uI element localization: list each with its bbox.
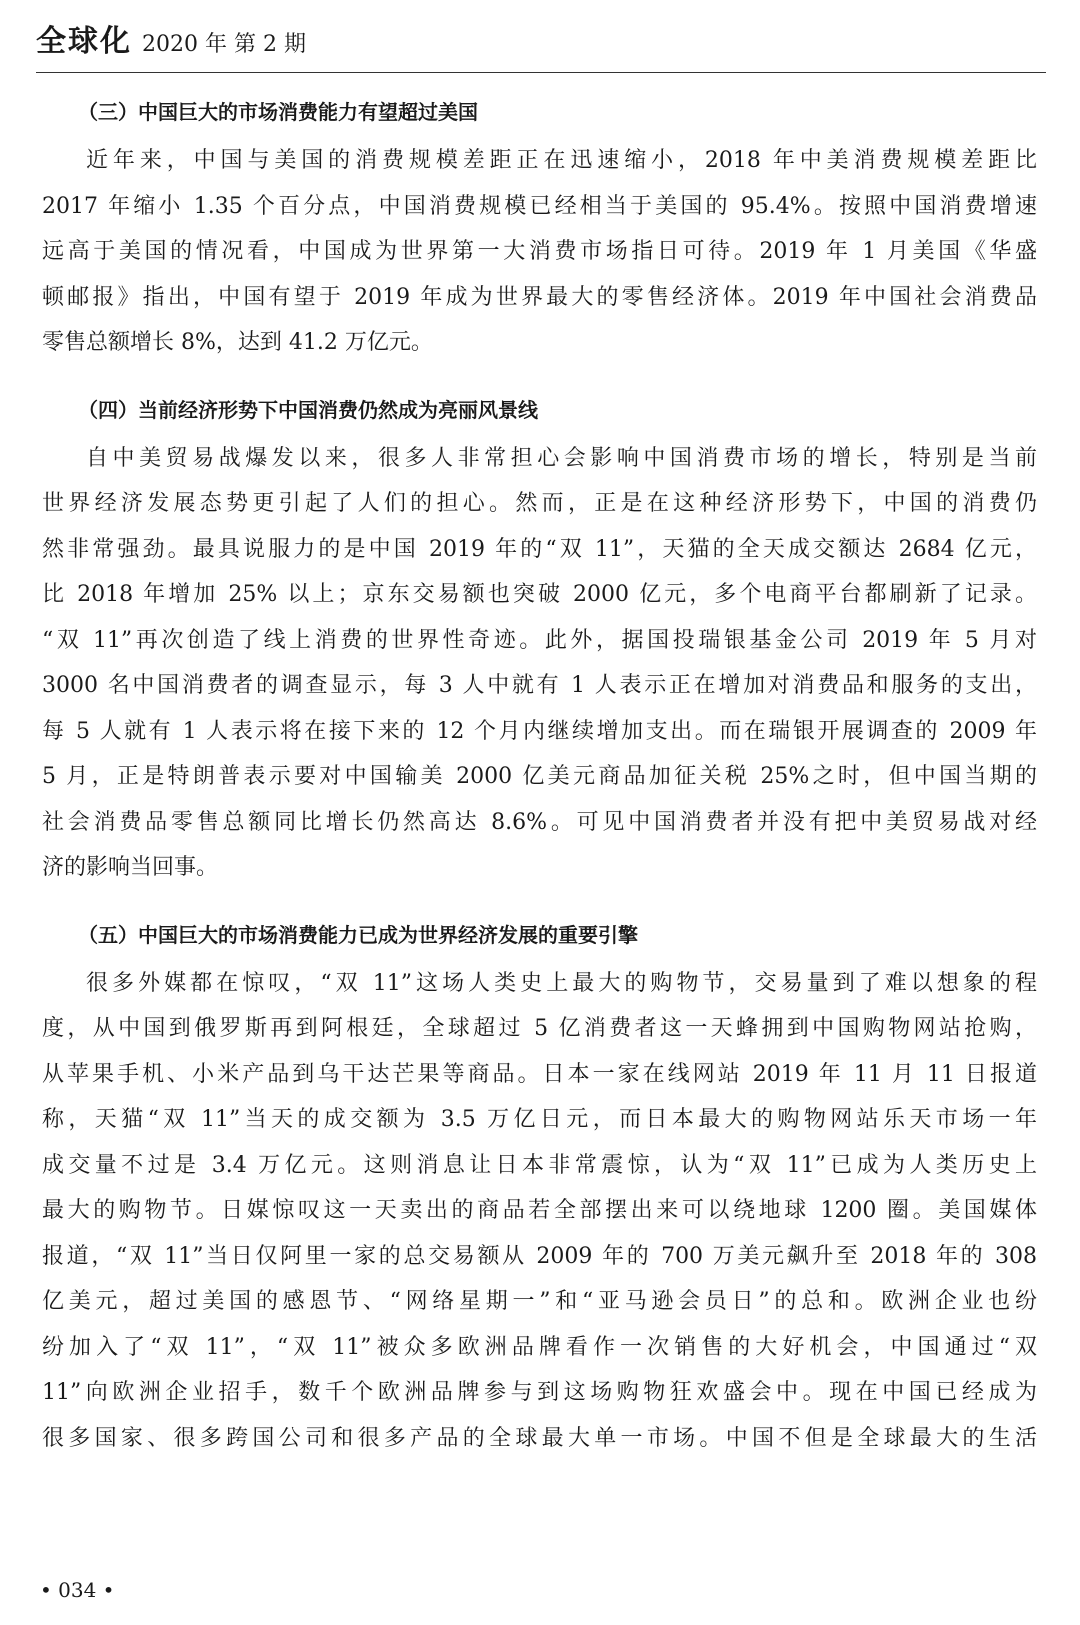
section-heading: （五）中国巨大的市场消费能力已成为世界经济发展的重要引擎 bbox=[78, 922, 638, 947]
header-divider bbox=[36, 72, 1046, 73]
paragraph-line: 很多国家、很多跨国公司和很多产品的全球最大单一市场。中国不但是全球最大的生活 bbox=[42, 1425, 1037, 1451]
issue-info: 2020 年 第 2 期 bbox=[142, 32, 306, 57]
paragraph-line: 零售总额增长 8%，达到 41.2 万亿元。 bbox=[42, 330, 433, 355]
paragraph-line: 自中美贸易战爆发以来，很多人非常担心会影响中国消费市场的增长，特别是当前 bbox=[86, 445, 1037, 471]
paragraph-line: 很多外媒都在惊叹，“双 11”这场人类史上最大的购物节，交易量到了难以想象的程 bbox=[86, 970, 1037, 996]
journal-name: 全球化 bbox=[36, 24, 132, 59]
section-5 bbox=[42, 913, 1037, 1462]
paragraph-line: 报道，“双 11”当日仅阿里一家的总交易额从 2009 年的 700 万美元飙升至 2018 年的 308 bbox=[42, 1243, 1037, 1269]
paragraph-line: 称，天猫“双 11”当天的成交额为 3.5 万亿日元，而日本最大的购物网站乐天市场一年 bbox=[42, 1107, 1037, 1132]
section-heading: （四）当前经济形势下中国消费仍然成为亮丽风景线 bbox=[78, 397, 538, 422]
paragraph-line: 近年来，中国与美国的消费规模差距正在迅速缩小，2018 年中美消费规模差距比 bbox=[86, 148, 1037, 173]
paragraph-line: 成交量不过是 3.4 万亿元。这则消息让日本非常震惊，认为“双 11”已成为人类历史上 bbox=[42, 1152, 1037, 1178]
paragraph-line: 5 月，正是特朗普表示要对中国输美 2000 亿美元商品加征关税 25%之时，但中国当期的 bbox=[42, 764, 1037, 789]
article-body bbox=[42, 82, 1037, 1483]
paragraph-line: 亿美元，超过美国的感恩节、“网络星期一”和“亚马逊会员日”的总和。欧洲企业也纷 bbox=[42, 1289, 1037, 1314]
paragraph-line: “双 11”再次创造了线上消费的世界性奇迹。此外，据国投瑞银基金公司 2019 年 5 月对 bbox=[42, 627, 1037, 653]
running-header bbox=[36, 16, 306, 60]
paragraph-line: 济的影响当回事。 bbox=[42, 855, 219, 880]
paragraph-line: 顿邮报》指出，中国有望于 2019 年成为世界最大的零售经济体。2019 年中国社会消费品 bbox=[42, 284, 1037, 310]
paragraph-line: 度，从中国到俄罗斯再到阿根廷，全球超过 5 亿消费者这一天蜂拥到中国购物网站抢购， bbox=[42, 1016, 1037, 1041]
paragraph-line: 最大的购物节。日媒惊叹这一天卖出的商品若全部摆出来可以绕地球 1200 圈。美国媒体 bbox=[42, 1198, 1037, 1223]
paragraph-line: 纷加入了“双 11”，“双 11”被众多欧洲品牌看作一次销售的大好机会，中国通过“双 bbox=[42, 1334, 1037, 1360]
paragraph-line: 社会消费品零售总额同比增长仍然高达 8.6%。可见中国消费者并没有把中美贸易战对经 bbox=[42, 809, 1037, 835]
paragraph-line: 2017 年缩小 1.35 个百分点，中国消费规模已经相当于美国的 95.4%。按照中国消费增速 bbox=[42, 193, 1037, 219]
paragraph-line: 每 5 人就有 1 人表示将在接下来的 12 个月内继续增加支出。而在瑞银开展调查的 2009 年 bbox=[42, 718, 1037, 744]
paragraph-line: 从苹果手机、小米产品到乌干达芒果等商品。日本一家在线网站 2019 年 11 月 11 日报道 bbox=[42, 1061, 1037, 1087]
page-number: • 034 • bbox=[40, 1578, 115, 1602]
section-3 bbox=[42, 90, 1037, 366]
paragraph-line: 3000 名中国消费者的调查显示，每 3 人中就有 1 人表示正在增加对消费品和服务的支出， bbox=[42, 673, 1037, 698]
paragraph-line: 然非常强劲。最具说服力的是中国 2019 年的“双 11”，天猫的全天成交额达 2684 亿元， bbox=[42, 536, 1037, 562]
paragraph-line: 比 2018 年增加 25% 以上；京东交易额也突破 2000 亿元，多个电商平台都刷新了记录。 bbox=[42, 582, 1037, 607]
section-4 bbox=[42, 388, 1037, 891]
paragraph-line: 世界经济发展态势更引起了人们的担心。然而，正是在这种经济形势下，中国的消费仍 bbox=[42, 491, 1037, 516]
paragraph-line: 远高于美国的情况看，中国成为世界第一大消费市场指日可待。2019 年 1 月美国《华盛 bbox=[42, 239, 1037, 264]
section-heading: （三）中国巨大的市场消费能力有望超过美国 bbox=[78, 100, 478, 124]
paragraph-line: 11”向欧洲企业招手，数千个欧洲品牌参与到这场购物狂欢盛会中。现在中国已经成为 bbox=[42, 1380, 1037, 1405]
